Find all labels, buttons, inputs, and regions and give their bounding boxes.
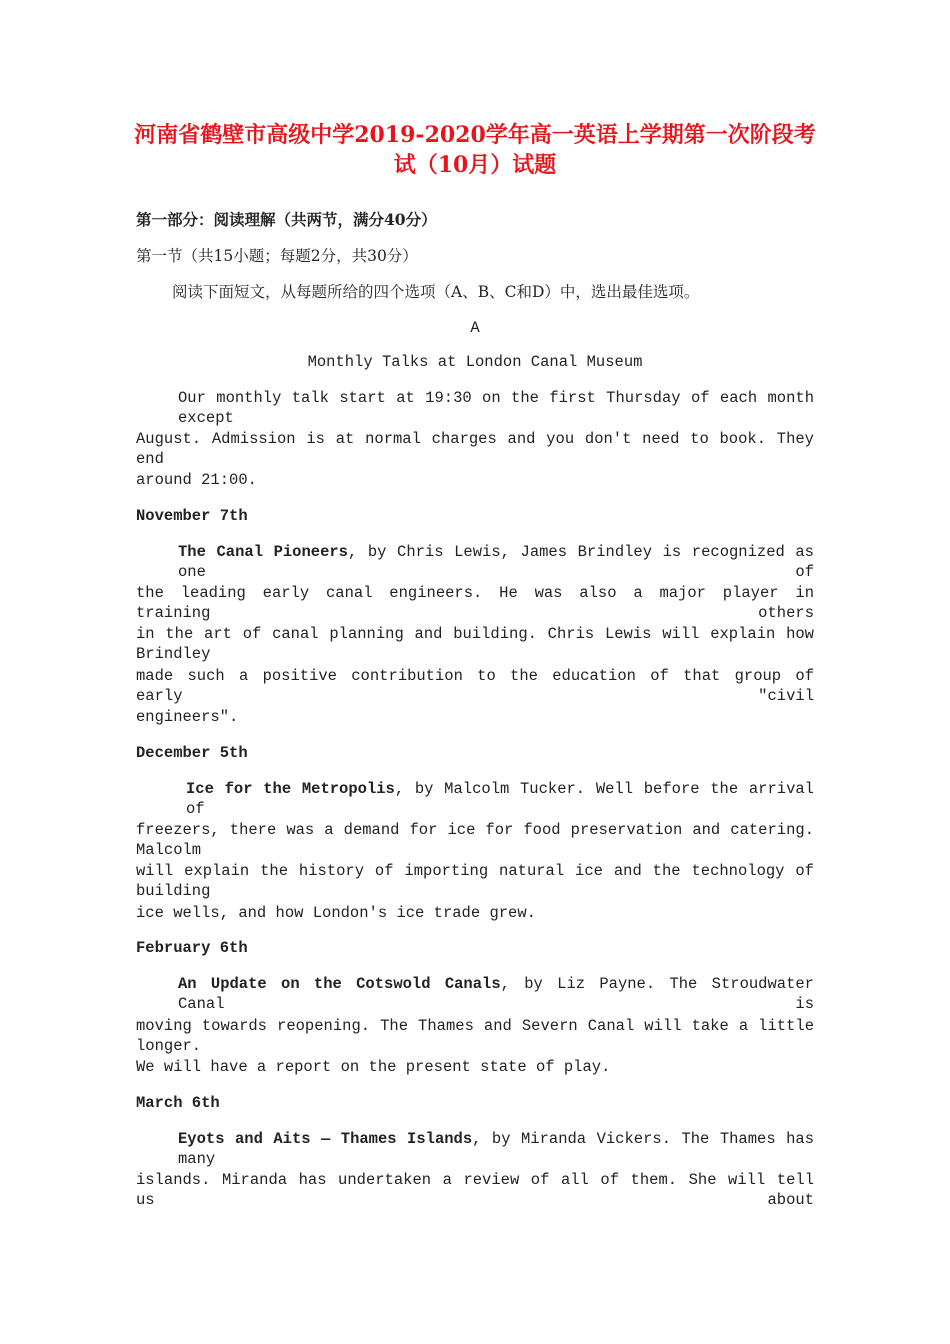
document-title-line-2: 试（10月）试题	[393, 152, 557, 178]
talk-december-line-1	[136, 779, 814, 819]
talk-february-line-1	[136, 974, 814, 1014]
passage-letter: A	[470, 319, 480, 337]
talk-november-line-4: made such a positive contribution to the education of that group of early "civil	[136, 667, 814, 705]
talk-november-line-1	[136, 542, 814, 582]
talk-title-canal-pioneers: The Canal Pioneers	[178, 543, 348, 561]
instruction: 阅读下面短文，从每题所给的四个选项（A、B、C和D）中，选出最佳选项。	[172, 283, 700, 301]
talk-march-line-2: islands. Miranda has undertaken a review of all of them. She will tell us about	[136, 1171, 814, 1209]
talk-date-november: November 7th	[136, 507, 248, 525]
intro-line-1: Our monthly talk start at 19:30 on the first Thursday of each month except	[178, 389, 814, 427]
talk-december-line-3: will explain the history of importing natural ice and the technology of building	[136, 862, 814, 900]
talk-november-line-5: engineers".	[136, 708, 239, 726]
talk-november-line-1-rest: , by Chris Lewis, James Brindley is recognized as one of	[178, 543, 814, 581]
talk-february-line-2: moving towards reopening. The Thames and Severn Canal will take a little longer.	[136, 1017, 814, 1055]
talk-november-line-3: in the art of canal planning and building. Chris Lewis will explain how Brindley	[136, 625, 814, 663]
talk-title-ice-metropolis: Ice for the Metropolis	[186, 780, 395, 798]
talk-title-cotswold-canals: An Update on the Cotswold Canals	[178, 975, 501, 993]
passage-title: Monthly Talks at London Canal Museum	[307, 353, 643, 371]
talk-february-line-1-rest: , by Liz Payne. The Stroudwater Canal is	[178, 975, 814, 1013]
document-title-line-1: 河南省鹤壁市高级中学2019-2020学年高一英语上学期第一次阶段考	[134, 122, 816, 148]
talk-date-december: December 5th	[136, 744, 248, 762]
talk-december-line-1-rest: , by Malcolm Tucker. Well before the arrival of	[186, 780, 814, 818]
section-heading: 第一节（共15小题；每题2分，共30分）	[136, 247, 418, 265]
part-heading: 第一部分：阅读理解（共两节，满分40分）	[136, 210, 437, 229]
talk-march-line-1-rest: , by Miranda Vickers. The Thames has many	[178, 1130, 814, 1168]
talk-november-line-2: the leading early canal engineers. He was also a major player in training others	[136, 584, 814, 622]
talk-december-line-4: ice wells, and how London's ice trade grew.	[136, 904, 536, 922]
talk-december-line-2: freezers, there was a demand for ice for food preservation and catering. Malcolm	[136, 821, 814, 859]
talk-march-line-1	[136, 1129, 814, 1169]
intro-line-3: around 21:00.	[136, 471, 257, 489]
talk-title-thames-islands: Eyots and Aits — Thames Islands	[178, 1130, 473, 1148]
talk-february-line-3: We will have a report on the present state of play.	[136, 1058, 611, 1076]
talk-date-february: February 6th	[136, 939, 248, 957]
talk-date-march: March 6th	[136, 1094, 220, 1112]
intro-line-2: August. Admission is at normal charges and you don't need to book. They end	[136, 430, 814, 468]
